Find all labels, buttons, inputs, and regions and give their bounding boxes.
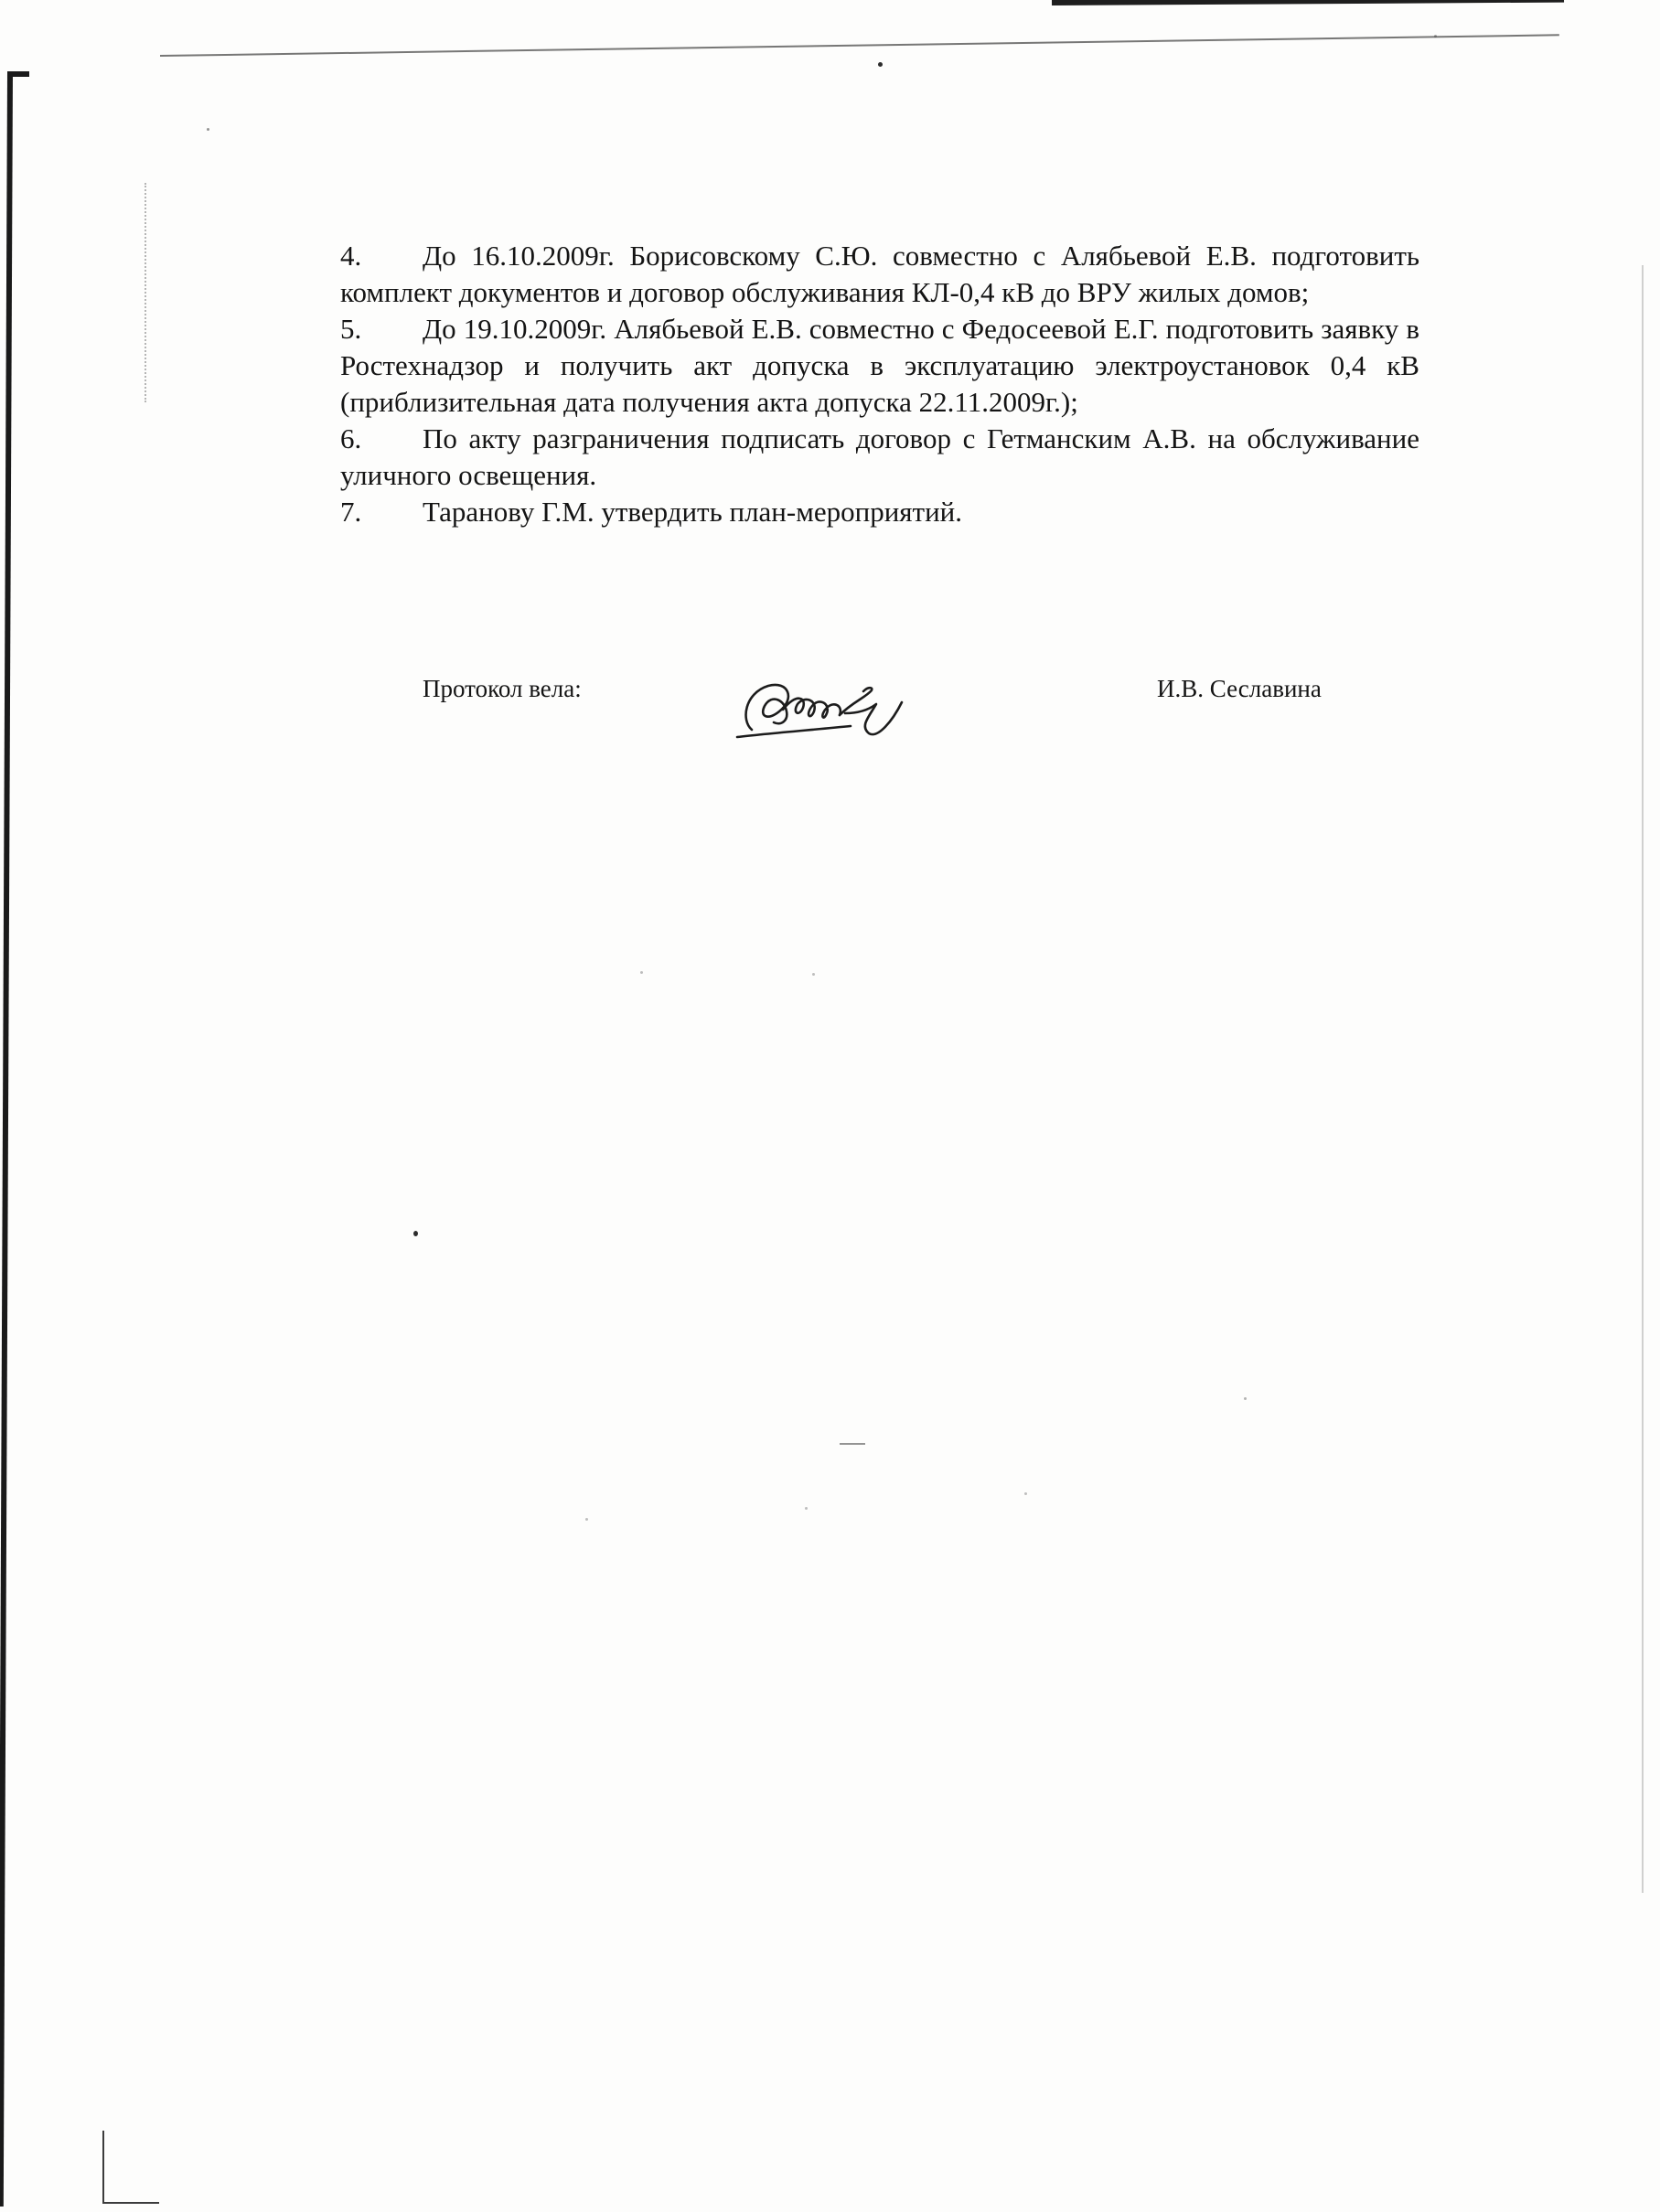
scan-speck [207,128,209,131]
scan-edge-top [1052,0,1564,5]
scan-edge-left [0,71,13,2207]
scan-speck [805,1507,808,1510]
scan-edge-top-line [160,34,1559,57]
binder-hole-marks [145,183,148,402]
item-text: По акту разграничения подписать договор с Гетманским А.В. на обслуживание уличного освещения. [340,422,1419,491]
item-number: 6. [340,422,362,454]
signature-label: Протокол вела: [423,675,582,702]
protocol-item [340,238,1419,311]
protocol-text-block [340,238,1419,530]
scan-speck [640,971,643,974]
scan-speck [878,62,883,67]
scan-speck [585,1518,588,1521]
signature-block [0,675,1660,757]
scan-speck [1024,1492,1027,1495]
signatory-name: И.В. Сеславина [1157,675,1322,702]
scan-speck [840,1443,865,1445]
scan-edge-right [1642,265,1644,1893]
scan-edge-left-corner [7,71,29,77]
item-number: 4. [340,240,362,272]
scan-edge-bottom-left [102,2131,104,2204]
item-text: До 19.10.2009г. Алябьевой Е.В. совместно с Федосеевой Е.Г. подготовить заявку в Ростехнадзор и получить акт допуска в эксплуатацию электроустановок 0,4 кВ (приблизительная дата получения акта допуска 22.11.2009г.); [340,313,1419,418]
scan-speck [812,973,815,976]
protocol-item [340,494,1419,530]
item-text: До 16.10.2009г. Борисовскому С.Ю. совместно с Алябьевой Е.В. подготовить комплект документов и договор обслуживания КЛ-0,4 кВ до ВРУ жилых домов; [340,240,1419,308]
item-text: Таранову Г.М. утвердить план-мероприятий. [423,496,963,528]
protocol-item [340,421,1419,494]
scan-speck [1244,1397,1247,1400]
handwritten-signature [732,666,915,748]
item-number: 5. [340,313,362,345]
item-number: 7. [340,496,362,528]
scan-speck [1434,35,1437,37]
scan-speck [413,1231,418,1236]
scan-edge-bottom-left-foot [102,2202,159,2204]
protocol-item [340,311,1419,421]
